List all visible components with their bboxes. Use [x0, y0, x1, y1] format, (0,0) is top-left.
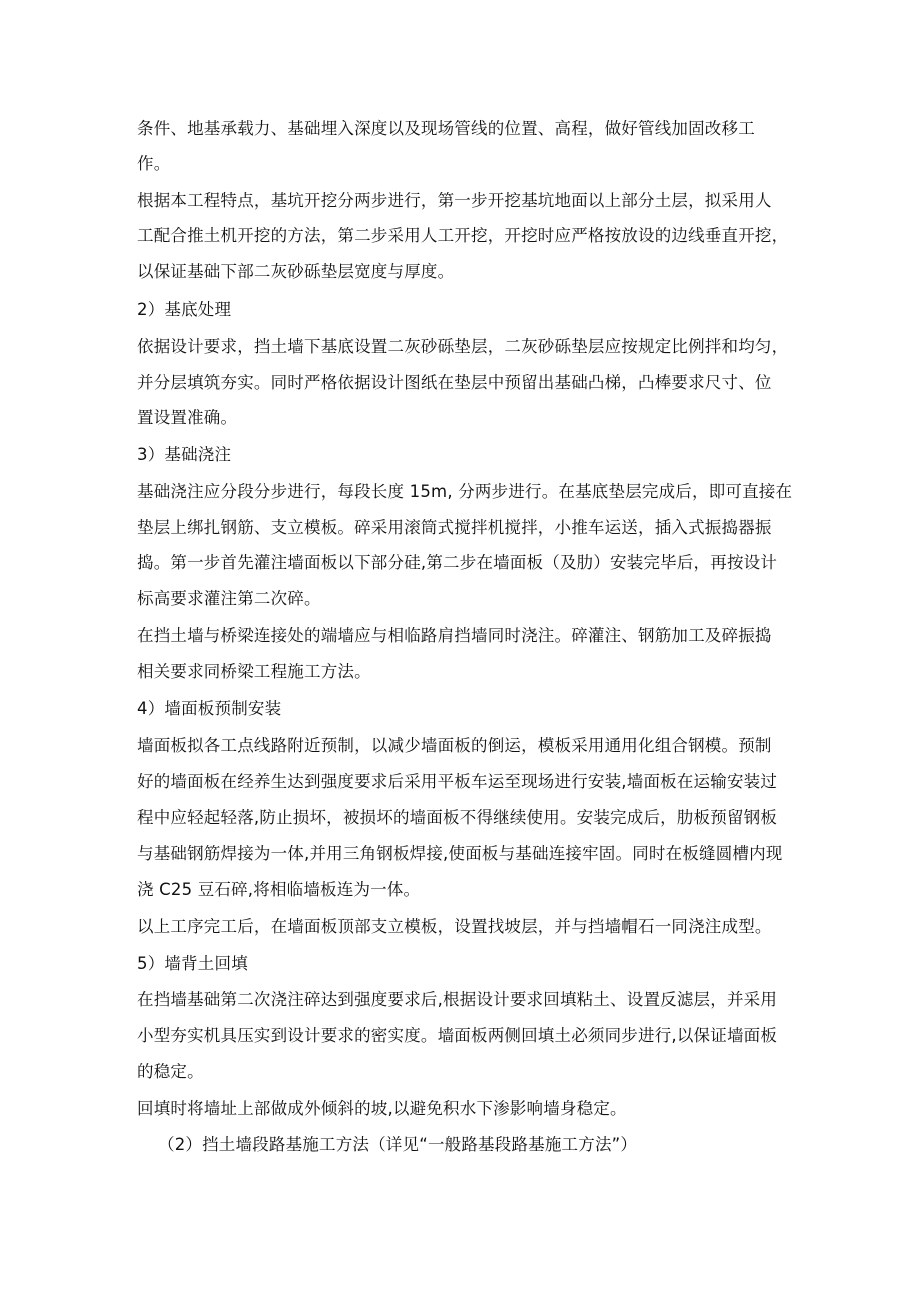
text-line: 与基础钢筋焊接为一体,并用三角钢板焊接,使面板与基础连接牢固。同时在板缝圆槽内现	[137, 844, 783, 863]
text-line: 相关要求同桥梁工程施工方法。	[137, 662, 371, 681]
text-line: 条件、地基承载力、基础埋入深度以及现场管线的位置、高程，做好管线加固改移工	[137, 119, 755, 138]
text-line: 依据设计要求，挡土墙下基底设置二灰砂砾垫层，二灰砂砾垫层应按规定比例拌和均匀，	[137, 337, 789, 356]
section-heading-base-treatment: 2）基底处理	[137, 300, 232, 319]
text-line: 回填时将墙址上部做成外倾斜的坡,以避免积水下渗影响墙身稳定。	[137, 1099, 627, 1118]
text-line: 并分层填筑夯实。同时严格依据设计图纸在垫层中预留出基础凸梯，凸棒要求尺寸、位	[137, 373, 772, 392]
text-line: 垫层上绑扎钢筋、支立模板。碎采用滚筒式搅拌机搅拌，小推车运送，插入式振捣器振	[137, 518, 772, 537]
text-line: 工配合推土机开挖的方法，第二步采用人工开挖，开挖时应严格按放设的边线垂直开挖，	[137, 226, 789, 245]
text-line: 以保证基础下部二灰砂砾垫层宽度与厚度。	[137, 262, 455, 281]
text-line: 在挡墙基础第二次浇注碎达到强度要求后,根据设计要求回填粘土、设置反滤层，并采用	[137, 990, 778, 1009]
text-line: 标高要求灌注第二次碎。	[137, 589, 321, 608]
text-line: 浇 C25 豆石碎,将相临墙板连为一体。	[137, 880, 421, 899]
text-line: 墙面板拟各工点线路附近预制，以减少墙面板的倒运，模板采用通用化组合钢模。预制	[137, 736, 772, 755]
text-line: 作。	[137, 154, 171, 173]
section-heading-wall-panel: 4）墙面板预制安装	[137, 699, 282, 718]
text-line: 程中应轻起轻落,防止损坏，被损坏的墙面板不得继续使用。安装完成后，肋板预留钢板	[137, 808, 778, 827]
text-line: 基础浇注应分段分步进行，每段长度 15m, 分两步进行。在基底垫层完成后，即可直接在	[137, 482, 793, 501]
text-line: 置设置准确。	[137, 408, 238, 427]
text-line: 好的墙面板在经养生达到强度要求后采用平板车运至现场进行安装,墙面板在运输安装过	[137, 772, 778, 791]
text-line: 小型夯实机具压实到设计要求的密实度。墙面板两侧回填土必须同步进行,以保证墙面板	[137, 1026, 778, 1045]
section-heading-foundation-pouring: 3）基础浇注	[137, 445, 232, 464]
text-line: 在挡土墙与桥梁连接处的端墙应与相临路肩挡墙同时浇注。碎灌注、钢筋加工及碎振捣	[137, 626, 772, 645]
section-heading-backfill: 5）墙背土回填	[137, 954, 248, 973]
text-line: 的稳定。	[137, 1062, 204, 1081]
text-line: 捣。第一步首先灌注墙面板以下部分硅,第二步在墙面板（及肋）安装完毕后，再按设计	[137, 553, 778, 572]
text-line: 以上工序完工后，在墙面板顶部支立模板，设置找坡层，并与挡墙帽石一同浇注成型。	[137, 917, 772, 936]
section-heading-retaining-wall-subgrade: （2）挡土墙段路基施工方法（详见“一般路基段路基施工方法”）	[158, 1135, 638, 1154]
text-line: 根据本工程特点，基坑开挖分两步进行，第一步开挖基坑地面以上部分土层，拟采用人	[137, 191, 772, 210]
